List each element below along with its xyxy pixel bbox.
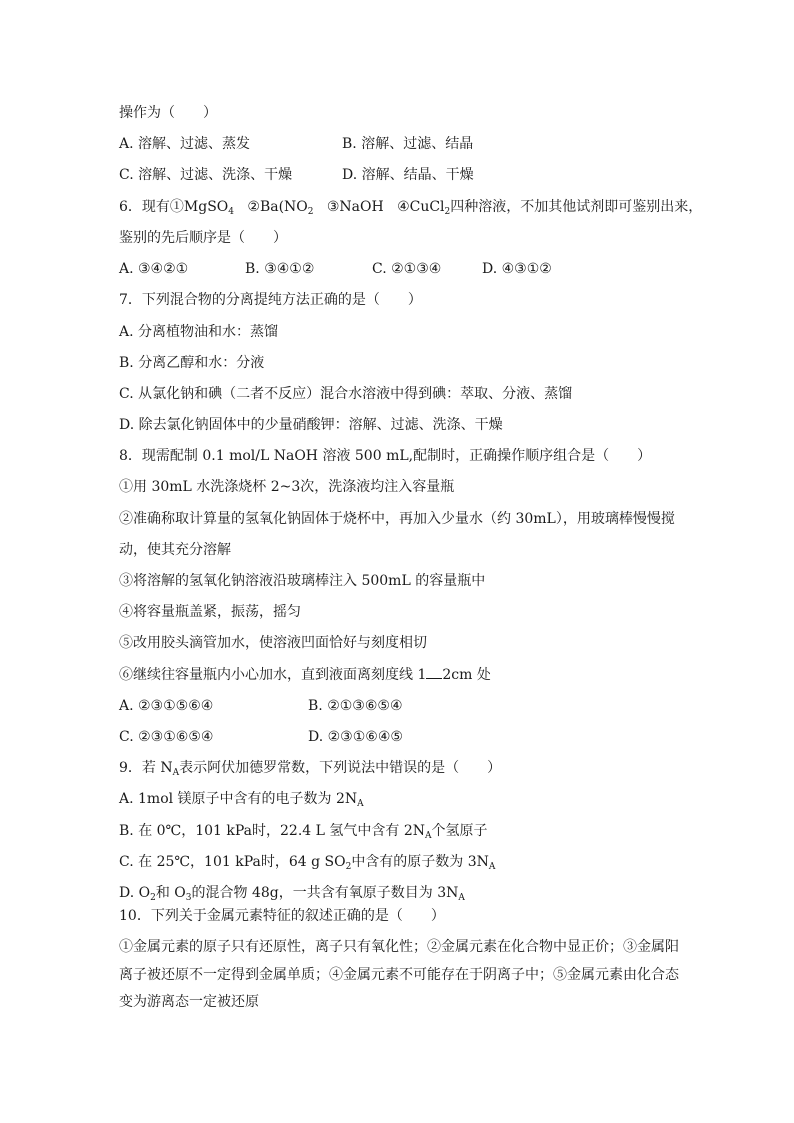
q8-option-c: C. ②③①⑥⑤④ (119, 729, 214, 745)
q9-stem: 9．若 $N_A$表示阿伏加德罗常数，下列说法中错误的是（ ） (119, 760, 502, 778)
q7-option-d: D. 除去氯化钠固体中的少量硝酸钾：溶解、过滤、洗涤、干燥 (119, 417, 503, 433)
q8-step-1: ①用 30mL 水洗涤烧杯 2~3次，洗涤液均注入容量瓶 (119, 479, 455, 495)
q8-stem: 8．现需配制 0.1 mol/L NaOH 溶液 500 mL,配制时，正确操作顺序组合是（ ） (119, 448, 652, 464)
q8-option-a: A. ②③①⑤⑥④ (119, 698, 214, 714)
q10-text-line3: 变为游离态一定被还原 (119, 994, 259, 1010)
q5-option-b: B. 溶解、过滤、结晶 (342, 136, 474, 152)
q6-option-d: D. ④③①② (482, 261, 552, 277)
q5-option-d: D. 溶解、结晶、干燥 (342, 167, 474, 183)
q5-option-c: C. 溶解、过滤、洗涤、干燥 (119, 167, 293, 183)
q6-option-b: B. ③④①② (245, 261, 315, 277)
q8-option-b: B. ②①③⑥⑤④ (308, 698, 403, 714)
q8-step-4: ④将容量瓶盖紧，振荡，摇匀 (119, 604, 301, 620)
q6-stem-line2: 鉴别的先后顺序是（ ） (119, 230, 287, 246)
q8-step-5: ⑤改用胶头滴管加水，使溶液凹面恰好与刻度相切 (119, 635, 427, 651)
q10-text-line2: 离子被还原不一定得到金属单质；④金属元素不可能存在于阴离子中；⑤金属元素由化合态 (119, 967, 679, 983)
q8-step-2-cont: 动，使其充分溶解 (119, 542, 231, 558)
q6-option-a: A. ③④②① (119, 261, 189, 277)
q10-stem: 10．下列关于金属元素特征的叙述正确的是（ ） (119, 908, 445, 924)
q9-option-c: C. 在 25℃，101 kPa时，64 g $SO_2$中含有的原子数为 $3N_A$ (119, 854, 496, 872)
q6-option-c: C. ②①③④ (372, 261, 442, 277)
q10-text-line1: ①金属元素的原子只有还原性，离子只有氧化性；②金属元素在化合物中显正价；③金属阳 (119, 939, 679, 955)
q7-option-a: A. 分离植物油和水：蒸馏 (119, 324, 279, 340)
q6-stem-line1: 6．现有①MgSO$_4$ $②Ba(NO_2$ ③NaOH ④CuCl$_2$四种溶液，不加其他试剂即可鉴别出来， (119, 199, 703, 217)
q8-step-2: ②准确称取计算量的氢氧化钠固体于烧杯中，再加入少量水（约 30mL），用玻璃棒慢慢搅 (119, 511, 675, 527)
q5-stem-end: 操作为（ ） (119, 105, 217, 121)
q8-step-3: ③将溶解的氢氧化钠溶液沿玻璃棒注入 500mL 的容量瓶中 (119, 573, 486, 589)
q9-option-a: A. 1mol 镁原子中含有的电子数为 $2N_A$ (119, 791, 364, 809)
q7-option-c: C. 从氯化钠和碘（二者不反应）混合水溶液中得到碘：萃取、分液、蒸馏 (119, 386, 573, 402)
underline-blank (426, 666, 442, 679)
q7-stem: 7．下列混合物的分离提纯方法正确的是（ ） (119, 292, 422, 308)
q9-option-d: D. $O_2$和 $O_3$的混合物 48g，一共含有氧原子数目为 $3N_A$ (119, 885, 465, 903)
q7-option-b: B. 分离乙醇和水：分液 (119, 355, 265, 371)
q8-option-d: D. ②③①⑥④⑤ (308, 729, 403, 745)
q5-option-a: A. 溶解、过滤、蒸发 (119, 136, 251, 152)
q9-option-b: B. 在 0℃，101 kPa时，22.4 L 氢气中含有 $2N_A$个氢原子 (119, 823, 488, 841)
q8-step-6: ⑥继续往容量瓶内小心加水，直到液面离刻度线 1 2cm 处 (119, 667, 491, 683)
